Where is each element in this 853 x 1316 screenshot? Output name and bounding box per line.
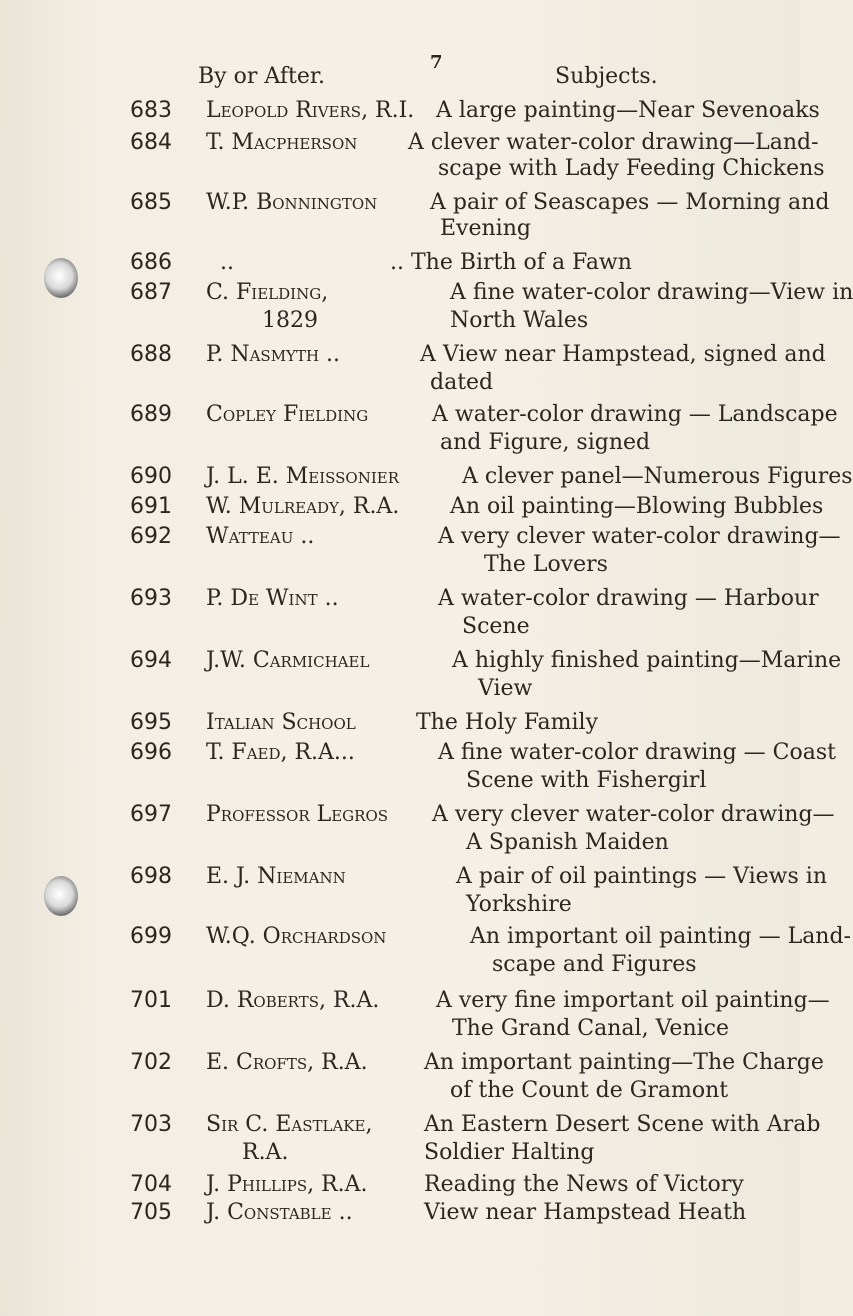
lot-subject: A very clever water-color drawing—: [432, 802, 835, 827]
lot-artist-continued: 1829: [262, 308, 318, 333]
lot-number: 694: [130, 648, 172, 673]
lot-artist: C. Fielding,: [206, 280, 329, 305]
lot-subject: An Eastern Desert Scene with Arab: [424, 1112, 821, 1137]
lot-subject: A very clever water-color drawing—: [438, 524, 841, 549]
lot-subject-continued: Evening: [440, 216, 531, 241]
lot-number: 686: [130, 250, 172, 275]
lot-subject: The Holy Family: [416, 710, 598, 735]
punch-hole-icon: [44, 876, 78, 916]
lot-number: 690: [130, 464, 172, 489]
lot-number: 704: [130, 1172, 172, 1197]
lot-number: 693: [130, 586, 172, 611]
lot-artist: Sir C. Eastlake,: [206, 1112, 373, 1137]
lot-subject: An important oil painting — Land-: [470, 924, 851, 949]
lot-number: 701: [130, 988, 172, 1013]
lot-number: 685: [130, 190, 172, 215]
lot-artist: W. Mulready, R.A.: [206, 494, 400, 519]
lot-subject: A View near Hampstead, signed and: [420, 342, 826, 367]
lot-artist: T. Faed, R.A...: [206, 740, 355, 765]
lot-artist: P. De Wint ..: [206, 586, 339, 611]
lot-subject: A water-color drawing — Landscape: [432, 402, 838, 427]
lot-subject: A clever panel—Numerous Figures: [462, 464, 853, 489]
lot-number: 705: [130, 1200, 172, 1225]
lot-number: 691: [130, 494, 172, 519]
lot-subject-continued: Scene: [462, 614, 530, 639]
lot-number: 702: [130, 1050, 172, 1075]
lot-subject: A fine water-color drawing — Coast: [438, 740, 836, 765]
lot-subject-continued: The Lovers: [484, 552, 608, 577]
lot-subject-continued: View: [478, 676, 533, 701]
lot-subject: Reading the News of Victory: [424, 1172, 744, 1197]
lot-artist: W.P. Bonnington: [206, 190, 378, 215]
lot-subject: A pair of oil paintings — Views in: [456, 864, 828, 889]
lot-artist: J. Constable ..: [206, 1200, 353, 1225]
lot-artist: J. Phillips, R.A.: [206, 1172, 368, 1197]
lot-number: 699: [130, 924, 172, 949]
lot-number: 696: [130, 740, 172, 765]
lot-artist: Professor Legros: [206, 802, 389, 827]
lot-subject-continued: The Grand Canal, Venice: [452, 1016, 729, 1041]
lot-artist: Watteau ..: [206, 524, 315, 549]
lot-number: 684: [130, 130, 172, 155]
lot-subject: A fine water-color drawing—View in: [450, 280, 853, 305]
lot-subject: A large painting—Near Sevenoaks: [436, 98, 820, 123]
lot-subject-continued: scape with Lady Feeding Chickens: [438, 156, 825, 181]
lot-subject: View near Hampstead Heath: [424, 1200, 747, 1225]
header-subjects: Subjects.: [555, 64, 658, 89]
lot-subject: A pair of Seascapes — Morning and: [430, 190, 830, 215]
lot-number: 692: [130, 524, 172, 549]
lot-artist: Copley Fielding: [206, 402, 369, 427]
lot-subject: A very fine important oil painting—: [436, 988, 830, 1013]
lot-subject-continued: Scene with Fishergirl: [466, 768, 707, 793]
lot-artist: E. Crofts, R.A.: [206, 1050, 368, 1075]
lot-subject-continued: of the Count de Gramont: [450, 1078, 729, 1103]
lot-artist: E. J. Niemann: [206, 864, 346, 889]
lot-subject-continued: A Spanish Maiden: [466, 830, 669, 855]
lot-number: 697: [130, 802, 172, 827]
lot-subject-continued: North Wales: [450, 308, 589, 333]
lot-artist: Leopold Rivers, R.I.: [206, 98, 415, 123]
lot-number: 703: [130, 1112, 172, 1137]
lot-artist: Italian School: [206, 710, 356, 735]
lot-number: 695: [130, 710, 172, 735]
lot-artist: T. Macpherson: [206, 130, 358, 155]
lot-number: 689: [130, 402, 172, 427]
punch-hole-icon: [44, 258, 78, 298]
lot-subject: A clever water-color drawing—Land-: [408, 130, 819, 155]
lot-subject: .. The Birth of a Fawn: [390, 250, 632, 275]
lot-artist: ..: [220, 250, 234, 275]
lot-artist: D. Roberts, R.A.: [206, 988, 380, 1013]
lot-subject: An important painting—The Charge: [424, 1050, 824, 1075]
lot-number: 683: [130, 98, 172, 123]
header-by-or-after: By or After.: [198, 64, 325, 89]
lot-subject-continued: scape and Figures: [492, 952, 697, 977]
lot-artist: J.W. Carmichael: [206, 648, 370, 673]
page-number: 7: [430, 52, 443, 73]
lot-number: 698: [130, 864, 172, 889]
lot-subject-continued: and Figure, signed: [440, 430, 651, 455]
lot-artist: W.Q. Orchardson: [206, 924, 387, 949]
lot-subject-continued: dated: [430, 370, 494, 395]
lot-subject: A water-color drawing — Harbour: [438, 586, 819, 611]
lot-subject-continued: Yorkshire: [466, 892, 572, 917]
lot-artist-continued: R.A.: [242, 1140, 289, 1165]
lot-subject: An oil painting—Blowing Bubbles: [450, 494, 824, 519]
lot-artist: P. Nasmyth ..: [206, 342, 341, 367]
lot-artist: J. L. E. Meissonier: [206, 464, 400, 489]
lot-subject: A highly finished painting—Marine: [452, 648, 842, 673]
lot-subject-continued: Soldier Halting: [424, 1140, 595, 1165]
lot-number: 688: [130, 342, 172, 367]
lot-number: 687: [130, 280, 172, 305]
